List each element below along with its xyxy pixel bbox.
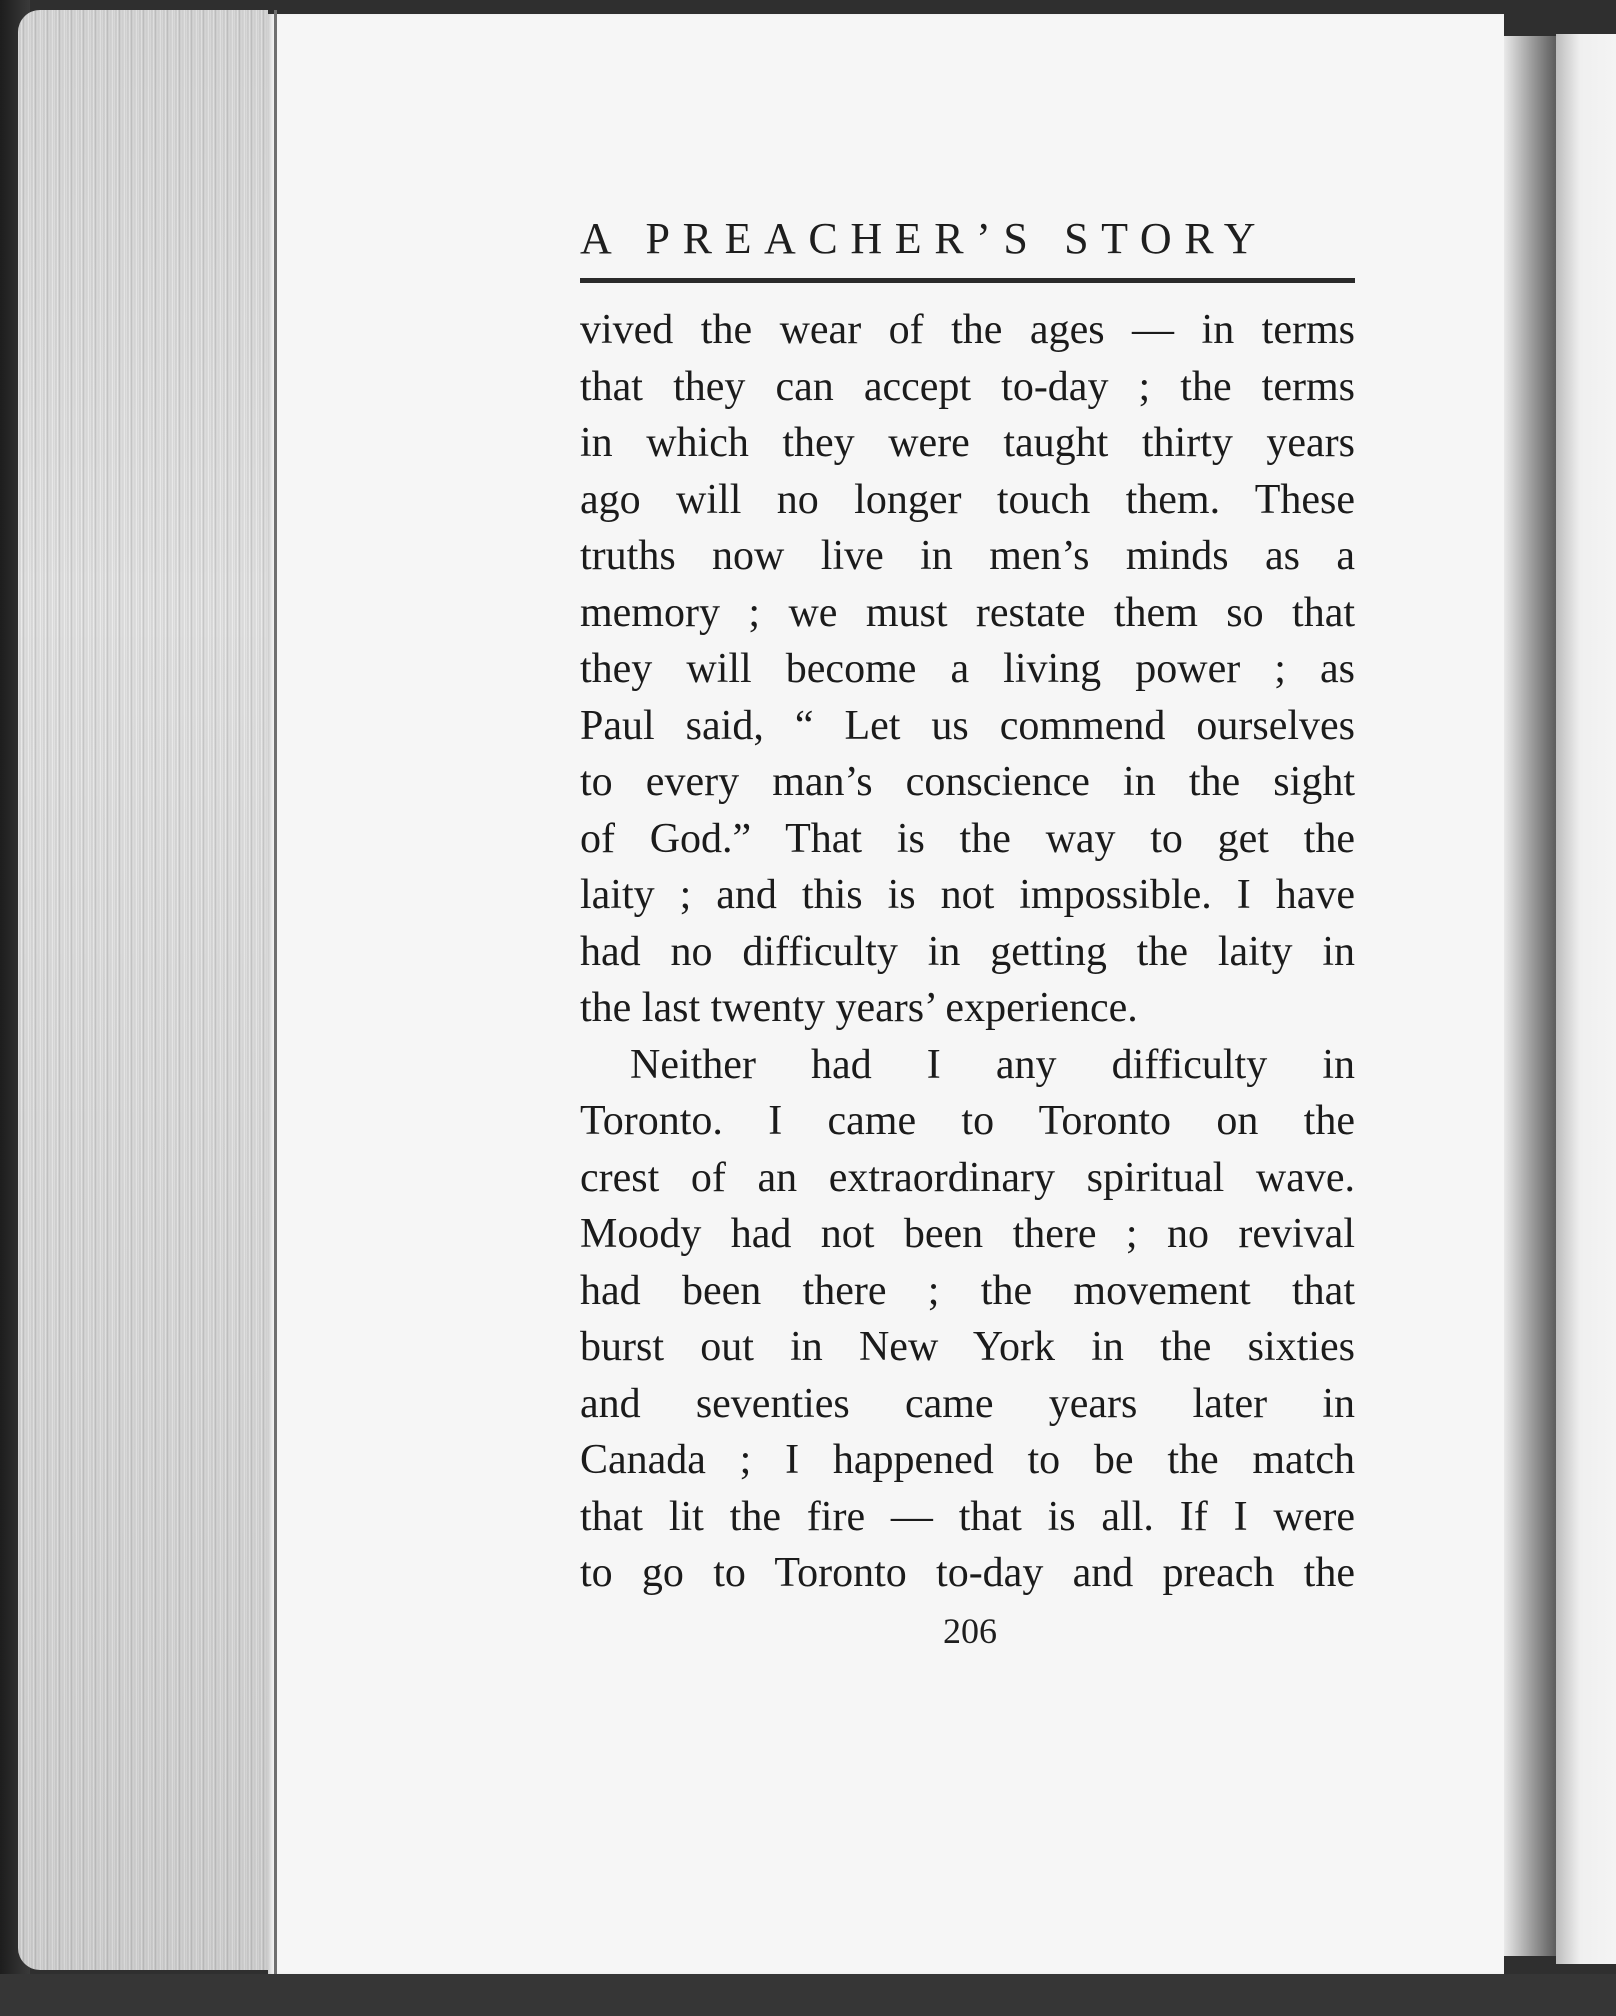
text-line: that lit the fire — that is all. If I were	[580, 1493, 1355, 1540]
text-line: to every man’s conscience in the sight	[580, 759, 1355, 805]
body-text	[580, 302, 1355, 1602]
text-line: had been there ; the movement that	[580, 1267, 1355, 1314]
paragraph-2	[580, 1037, 1355, 1602]
text-line: Neither had I any difficulty in	[630, 1041, 1355, 1088]
gutter-line	[274, 10, 277, 1974]
page-edges-stack	[18, 10, 268, 1970]
text-line: Paul said, “ Let us commend ourselves	[580, 702, 1355, 749]
text-line: Toronto. I came to Toronto on the	[580, 1098, 1355, 1144]
text-line: laity ; and this is not impossible. I have	[580, 872, 1355, 918]
text-line: ago will no longer touch them. These	[580, 476, 1355, 523]
text-line: Canada ; I happened to be the match	[580, 1437, 1355, 1483]
text-line: of God.” That is the way to get the	[580, 815, 1355, 862]
text-line: that they can accept to-day ; the terms	[580, 363, 1355, 410]
page-number: 206	[943, 1611, 997, 1651]
text-line: the last twenty years’ experience.	[580, 985, 1138, 1031]
text-line: and seventies came years later in	[580, 1380, 1355, 1427]
running-head: A PREACHER’S STORY	[580, 214, 1269, 263]
text-line: they will become a living power ; as	[580, 646, 1355, 692]
text-line: burst out in New York in the sixties	[580, 1324, 1355, 1370]
text-line: in which they were taught thirty years	[580, 420, 1355, 466]
page-fold	[1504, 36, 1556, 1956]
text-line: crest of an extraordinary spiritual wave.	[580, 1154, 1355, 1201]
paragraph-1	[580, 302, 1355, 1037]
text-line: Moody had not been there ; no revival	[580, 1211, 1355, 1257]
text-line: to go to Toronto to-day and preach the	[580, 1550, 1355, 1596]
text-line: truths now live in men’s minds as a	[580, 533, 1355, 579]
text-line: memory ; we must restate them so that	[580, 589, 1355, 636]
bottom-border	[0, 1974, 1616, 2016]
head-rule	[580, 278, 1355, 283]
text-line: vived the wear of the ages — in terms	[580, 307, 1355, 353]
text-line: had no difficulty in getting the laity in	[580, 928, 1355, 975]
next-page-edge	[1556, 34, 1616, 1964]
